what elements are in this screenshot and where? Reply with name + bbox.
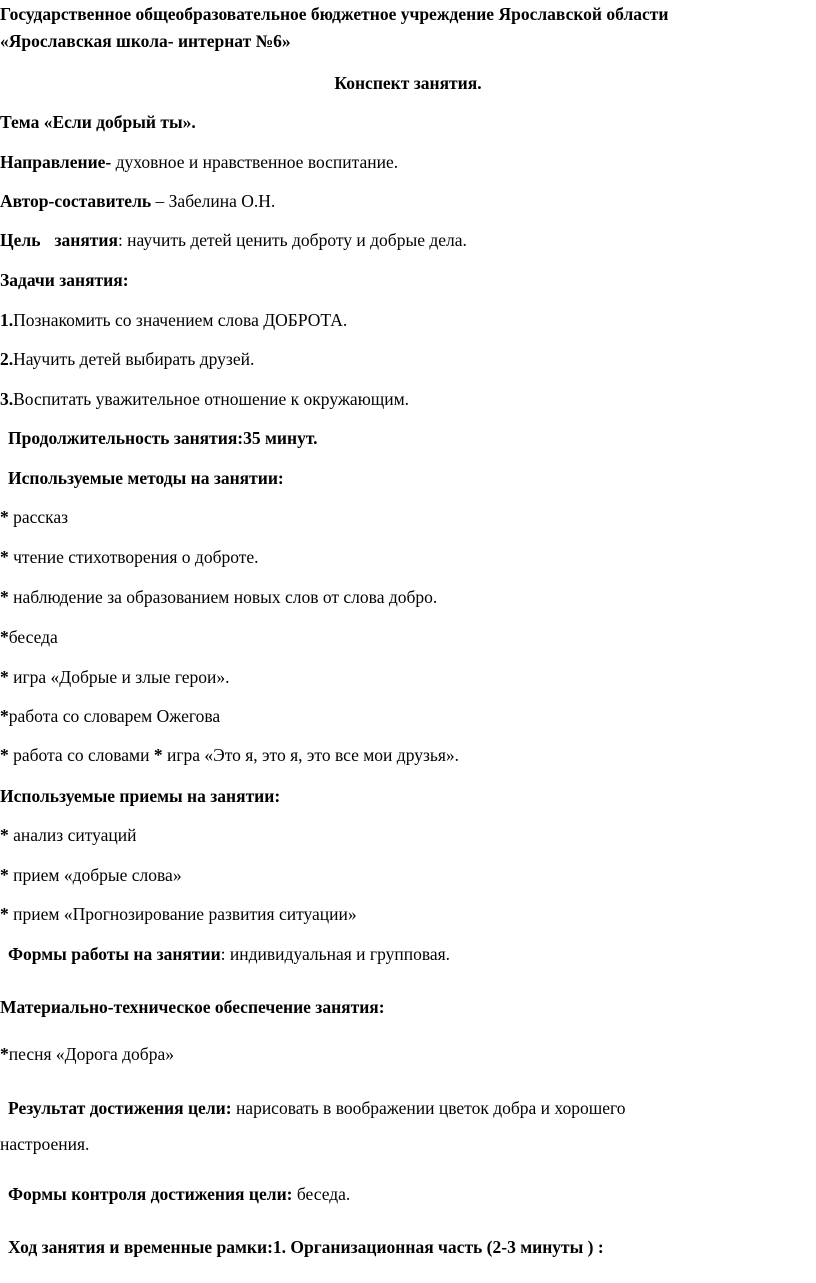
author-label: Автор-составитель: [0, 191, 152, 211]
process-heading: Ход занятия и временные рамки:1. Организационная часть (2-3 минуты ) :: [8, 1237, 604, 1257]
author-line: [0, 190, 275, 212]
tasks-heading: Задачи занятия:: [0, 270, 129, 290]
technique-item: [0, 903, 357, 925]
technique-text: прием «добрые слова»: [8, 865, 182, 885]
header-line-1: Государственное общеобразовательное бюджетное учреждение Ярославской области: [0, 4, 669, 24]
forms-label: Формы работы на занятии: [8, 944, 221, 964]
task-number: 3.: [0, 389, 14, 409]
method-item: [0, 546, 259, 568]
method-item: [0, 705, 220, 727]
technique-item: [0, 864, 182, 886]
task-item: [0, 348, 254, 370]
topic: Тема «Если добрый ты».: [0, 112, 196, 132]
method-text: наблюдение за образованием новых слов от слова добро.: [8, 587, 438, 607]
task-number: 2.: [0, 349, 14, 369]
task-text: Воспитать уважительное отношение к окружающим.: [13, 389, 410, 409]
forms-value: : индивидуальная и групповая.: [220, 944, 451, 964]
duration: Продолжительность занятия:35 минут.: [8, 428, 318, 448]
bullet-star: *: [0, 745, 9, 765]
material-item: [0, 1043, 174, 1065]
method-text: чтение стихотворения о доброте.: [8, 547, 259, 567]
technique-item: [0, 824, 137, 846]
goal-label-2: занятия: [54, 230, 118, 250]
task-item: [0, 309, 347, 331]
result-value: нарисовать в воображении цветок добра и хорошего: [231, 1098, 626, 1118]
direction-label: Направление-: [0, 152, 112, 172]
method-text: работа со словарем Ожегова: [8, 706, 221, 726]
forms-line: [8, 943, 450, 965]
method-text: рассказ: [8, 507, 69, 527]
direction-value: духовное и нравственное воспитание.: [111, 152, 399, 172]
method-item-combined: [0, 744, 459, 766]
methods-heading: Используемые методы на занятии:: [8, 468, 284, 488]
bullet-star: *: [153, 745, 163, 765]
technique-text: прием «Прогнозирование развития ситуации»: [8, 904, 357, 924]
control-label: Формы контроля достижения цели:: [8, 1184, 293, 1204]
bullet-star: *: [0, 904, 9, 924]
bullet-star: *: [0, 547, 9, 567]
method-item: [0, 666, 230, 688]
goal-line: [0, 229, 467, 251]
bullet-star: *: [0, 865, 9, 885]
author-value: – Забелина О.Н.: [151, 191, 276, 211]
method-text: игра «Это я, это я, это все мои друзья».: [162, 745, 460, 765]
task-text: Познакомить со значением слова ДОБРОТА.: [13, 310, 348, 330]
task-item: [0, 388, 409, 410]
bullet-star: *: [0, 825, 9, 845]
control-value: беседа.: [292, 1184, 351, 1204]
material-text: песня «Дорога добра»: [8, 1044, 174, 1064]
document-title: Конспект занятия.: [334, 73, 482, 93]
method-item: [0, 626, 58, 648]
goal-value: : научить детей ценить доброту и добрые дела.: [117, 230, 467, 250]
method-item: [0, 586, 437, 608]
techniques-heading: Используемые приемы на занятии:: [0, 786, 281, 806]
bullet-star: *: [0, 507, 9, 527]
direction-line: [0, 151, 398, 173]
result-label: Результат достижения цели:: [8, 1098, 232, 1118]
method-item: [0, 506, 68, 528]
task-number: 1.: [0, 310, 14, 330]
bullet-star: *: [0, 706, 9, 726]
materials-heading: Материально-техническое обеспечение занятия:: [0, 997, 385, 1017]
method-text: игра «Добрые и злые герои».: [8, 667, 230, 687]
bullet-star: *: [0, 1044, 9, 1064]
goal-label-1: Цель: [0, 230, 41, 250]
method-text: беседа: [8, 627, 58, 647]
header-line-2: «Ярославская школа- интернат №6»: [0, 31, 291, 51]
bullet-star: *: [0, 627, 9, 647]
method-text: работа со словами: [8, 745, 154, 765]
control-line: [8, 1183, 350, 1205]
bullet-star: *: [0, 667, 9, 687]
result-continuation: настроения.: [0, 1134, 90, 1154]
result-line: [8, 1097, 625, 1119]
technique-text: анализ ситуаций: [8, 825, 137, 845]
task-text: Научить детей выбирать друзей.: [13, 349, 255, 369]
bullet-star: *: [0, 587, 9, 607]
